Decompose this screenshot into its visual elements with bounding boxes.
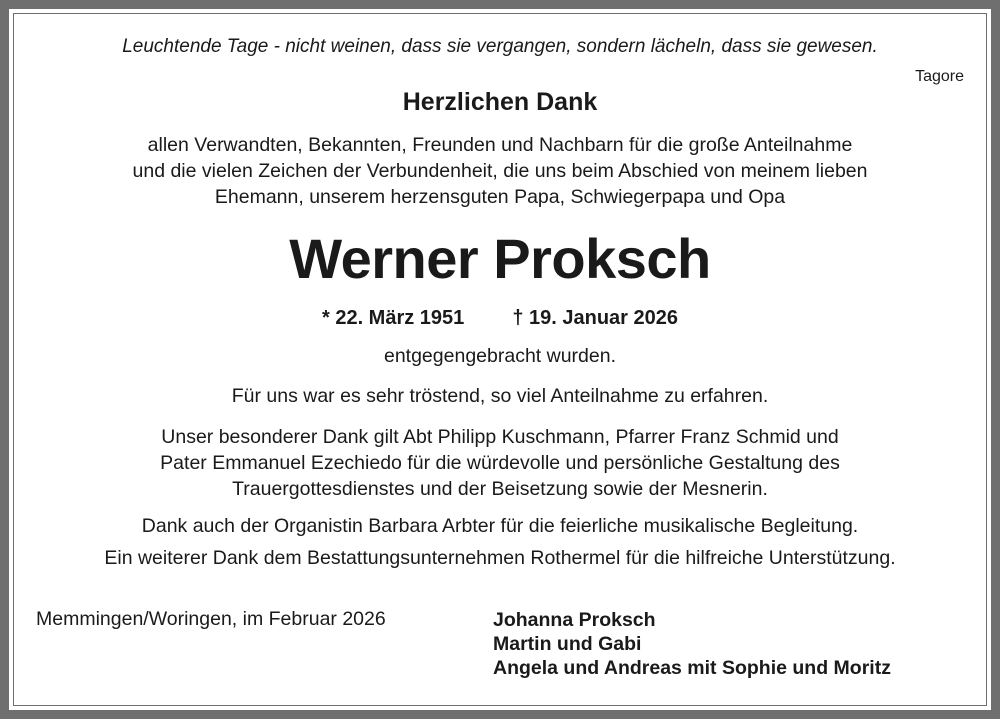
special-thanks-line: Unser besonderer Dank gilt Abt Philipp Kuschmann, Pfarrer Franz Schmid und [161,426,839,448]
more-thanks-line: Dank auch der Organistin Barbara Arbter für die feierliche musikalische Begleitung. [141,515,859,537]
signer: Martin und Gabi [493,633,642,655]
birth-date: * 22. März 1951 [321,307,465,329]
signer: Johanna Proksch [493,609,656,631]
more-thanks-line: Ein weiterer Dank dem Bestattungsunternehmen Rothermel für die hilfreiche Unterstützung. [104,547,896,569]
comfort-line: Für uns war es sehr tröstend, so viel Anteilnahme zu erfahren. [231,385,769,407]
intro-line: und die vielen Zeichen der Verbundenheit, die uns beim Abschied von meinem lieben [132,160,868,182]
death-date: † 19. Januar 2026 [512,307,678,329]
signers-block [493,608,891,680]
intro-line: allen Verwandten, Bekannten, Freunden und Nachbarn für die große Anteilnahme [147,134,853,156]
special-thanks-line: Trauergottesdienstes und der Beisetzung sowie der Mesnerin. [232,478,768,500]
quote-author: Tagore [915,68,964,85]
place-date: Memmingen/Woringen, im Februar 2026 [36,608,386,630]
quote-text: Leuchtende Tage - nicht weinen, dass sie vergangen, sondern lächeln, dass sie gewesen. [122,36,878,57]
special-thanks-line: Pater Emmanuel Ezechiedo für die würdevolle und persönliche Gestaltung des [160,452,840,474]
thanks-title: Herzlichen Dank [402,88,598,116]
deceased-name: Werner Proksch [289,227,711,290]
intro-line: Ehemann, unserem herzensguten Papa, Schwiegerpapa und Opa [214,186,786,208]
after-name-line: entgegengebracht wurden. [383,345,616,367]
signer: Angela und Andreas mit Sophie und Moritz [493,657,891,679]
life-dates [0,307,1000,330]
